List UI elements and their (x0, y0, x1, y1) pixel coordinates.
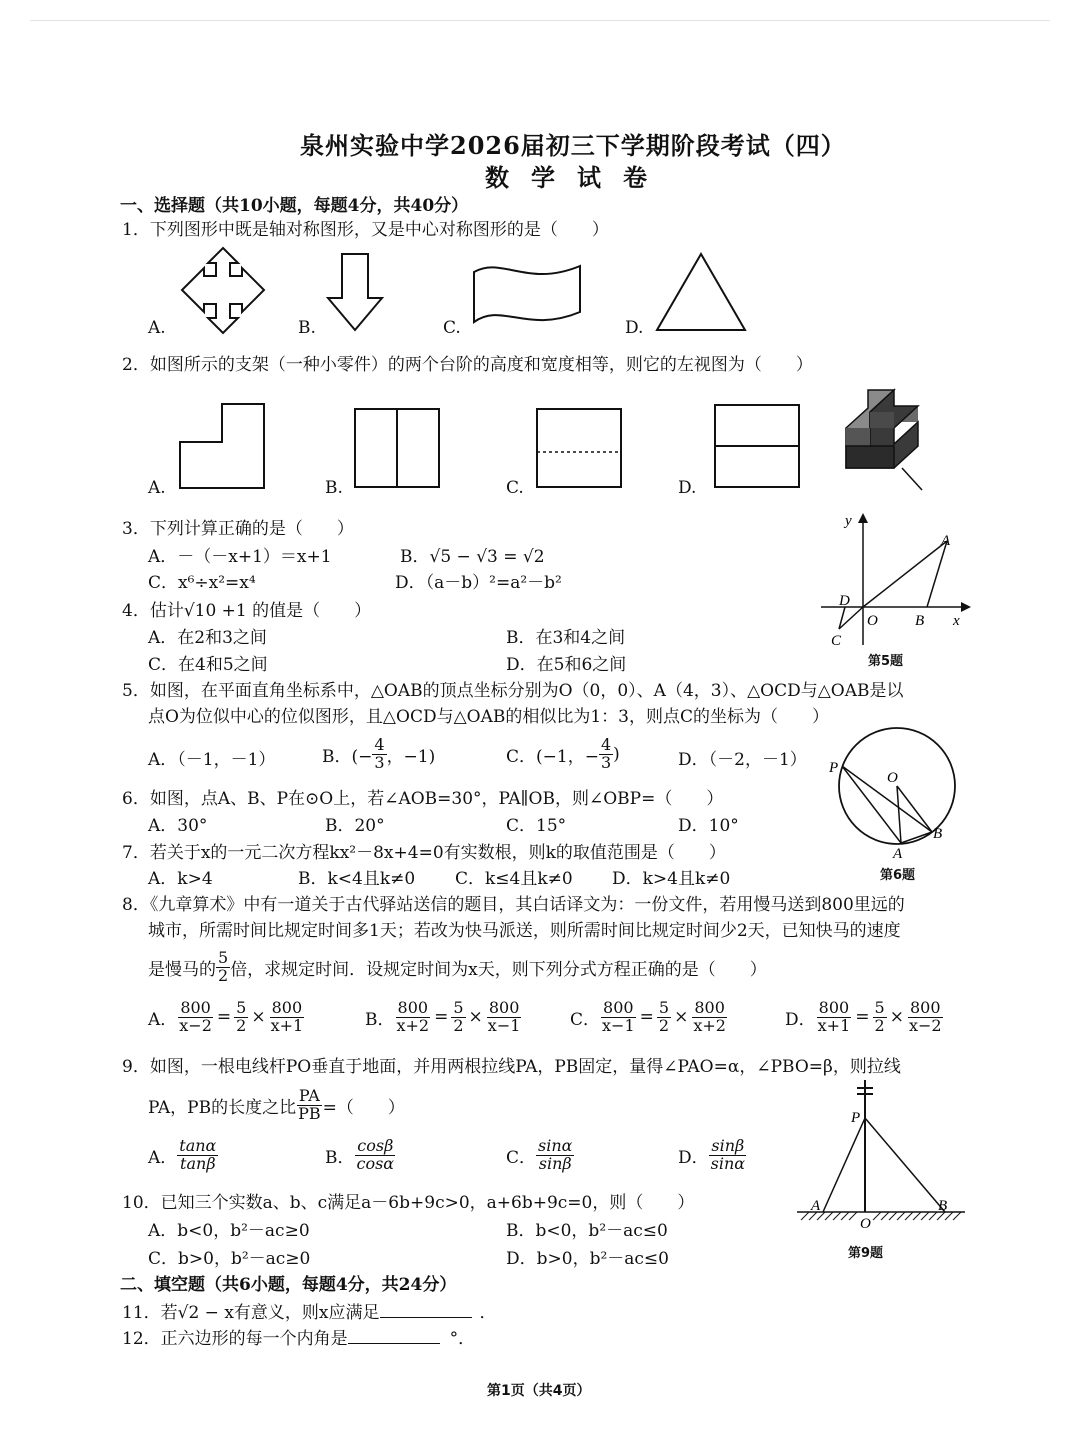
q12-answer-blank[interactable] (348, 1329, 440, 1344)
q9-figure-caption: 第9题 (848, 1246, 884, 1261)
q7-stem: 7．若关于x的一元二次方程kx²－8x+4=0有实数根，则k的取值范围是（ ） (122, 843, 726, 863)
q5-stem-line1: 5．如图，在平面直角坐标系中，△OAB的顶点坐标分别为O（0，0）、A（4，3）、△OCD与△OAB是以 (122, 681, 904, 701)
q11: 11．若√2 − x有意义，则x应满足 ． (122, 1303, 497, 1323)
q9-option-d: D． $\frac{\sin\beta}{\sin\alpha}$ (678, 1136, 746, 1173)
q2-option-a-label: A. (148, 478, 166, 498)
q3-option-a: A．－（－x+1）＝x+1 (148, 547, 332, 567)
q8-stem-line1: 8．《九章算术》中有一道关于古代驿站送信的题目，其白话译文为：一份文件，若用慢马送到800里远的 (122, 895, 905, 915)
q8-option-c: C． $\frac{800}{x-1}$ = $\frac{5}{2}$ × $\frac{800}{x+2}$ (570, 998, 726, 1035)
q2-figure-bracket-3d (840, 388, 940, 492)
q6-figure-circle (825, 722, 965, 862)
q4-option-a: A．在2和3之间 (148, 628, 267, 648)
q6-option-b: B．20° (325, 816, 385, 836)
q1-stem: 1．下列图形中既是轴对称图形，又是中心对称图形的是（ ） (122, 220, 609, 240)
q5-label-d: D (839, 593, 850, 609)
q5-option-a: A．（－1，－1） (148, 750, 276, 770)
q2-figure-c-dashed-split (536, 408, 622, 488)
q1-figure-d-triangle (655, 252, 747, 332)
q1-option-d-label: D. (625, 318, 644, 338)
q5-label-y: y (845, 513, 852, 529)
q5-option-c: C．(−1，− $\frac{4}{3}$ ) (506, 735, 620, 772)
exam-subtitle: 数学试卷 (485, 163, 669, 192)
q6-figure-caption: 第6题 (880, 868, 916, 883)
q5-option-d: D．（－2，－1） (678, 750, 807, 770)
q6-stem: 6．如图，点A、B、P在⊙O上，若∠AOB=30°，PA∥OB，则∠OBP=（ ） (122, 789, 724, 809)
q8-option-d: D． $\frac{800}{x+1}$ = $\frac{5}{2}$ × $\frac{800}{x-2}$ (785, 998, 942, 1035)
q6-label-a: A (893, 846, 903, 862)
q7-option-d: D．k>4且k≠0 (612, 869, 731, 889)
q1-figure-a-four-arrows (178, 248, 268, 334)
q1-figure-b-down-arrow (326, 252, 384, 332)
q6-label-p: P (829, 760, 839, 776)
q10-option-b: B．b<0，b²－ac≤0 (506, 1221, 668, 1241)
section-heading-fill: 二、填空题（共6小题，每题4分，共24分） (120, 1275, 457, 1295)
q9-figure-pole (795, 1078, 970, 1232)
q5-option-b: B．(− $\frac{4}{3}$ ，−1) (322, 735, 436, 772)
q5-label-a: A (941, 533, 951, 549)
q3-option-b: B．√5 − √3 = √2 (400, 547, 545, 567)
q5-stem-line2: 点O为位似中心的位似图形，且△OCD与△OAB的相似比为1：3，则点C的坐标为（ ） (148, 707, 830, 727)
q5-label-b: B (915, 613, 925, 629)
q6-label-o: O (887, 770, 898, 786)
q10-option-c: C．b>0，b²－ac≥0 (148, 1249, 311, 1269)
q10-stem: 10．已知三个实数a、b、c满足a－6b+9c>0，a+6b+9c=0，则（ ） (122, 1193, 695, 1213)
q2-option-c-label: C. (506, 478, 524, 498)
q6-option-a: A．30° (148, 816, 208, 836)
q6-option-c: C．15° (506, 816, 567, 836)
q7-option-c: C．k≤4且k≠0 (455, 869, 573, 889)
q5-figure-caption: 第5题 (868, 654, 904, 669)
q7-option-a: A．k>4 (148, 869, 213, 889)
q3-option-d: D．（a－b）²=a²－b² (395, 573, 562, 593)
q10-option-a: A．b<0，b²－ac≥0 (148, 1221, 310, 1241)
q8-stem-line2: 城市，所需时间比规定时间多1天；若改为快马派送，则所需时间比规定时间少2天，已知快马的速度 (148, 921, 901, 941)
q1-option-b-label: B. (298, 318, 316, 338)
q1-option-a-label: A. (148, 318, 166, 338)
q5-label-x: x (953, 613, 960, 629)
q4-stem: 4．估计√10 +1 的值是（ ） (122, 601, 372, 621)
q9-option-c: C． $\frac{\sin\alpha}{\sin\beta}$ (506, 1136, 573, 1173)
q9-stem-line2: PA，PB的长度之比 $\frac{PA}{PB}$ =（ ） (148, 1086, 405, 1123)
q9-stem-line1: 9．如图，一根电线杆PO垂直于地面，并用两根拉线PA，PB固定，量得∠PAO=α，∠PBO=β，则拉线 (122, 1057, 901, 1077)
q7-option-b: B．k<4且k≠0 (298, 869, 416, 889)
exam-title: 泉州实验中学2026届初三下学期阶段考试（四） (300, 131, 846, 160)
q11-answer-blank[interactable] (380, 1303, 472, 1318)
q9-label-o: O (860, 1216, 871, 1232)
q4-option-c: C．在4和5之间 (148, 655, 268, 675)
q9-label-a: A (811, 1198, 821, 1214)
q12: 12．正六边形的每一个内角是 °． (122, 1329, 476, 1349)
q2-figure-b-split-vertical (354, 408, 440, 488)
q9-label-b: B (938, 1198, 948, 1214)
q8-option-b: B． $\frac{800}{x+2}$ = $\frac{5}{2}$ × $\frac{800}{x-1}$ (365, 998, 521, 1035)
q3-option-c: C．x⁶÷x²=x⁴ (148, 573, 256, 593)
q6-label-b: B (933, 826, 943, 842)
q8-option-a: A． $\frac{800}{x-2}$ = $\frac{5}{2}$ × $\frac{800}{x+1}$ (148, 998, 304, 1035)
q2-option-d-label: D. (678, 478, 697, 498)
q4-option-b: B．在3和4之间 (506, 628, 626, 648)
q2-option-b-label: B. (325, 478, 343, 498)
q2-figure-d-solid-split (714, 404, 800, 488)
q3-stem: 3．下列计算正确的是（ ） (122, 519, 354, 539)
q9-option-a: A． $\frac{\tan\alpha}{\tan\beta}$ (148, 1136, 217, 1173)
page-footer: 第1页（共4页） (487, 1383, 591, 1399)
q2-figure-a-l-shape (178, 402, 266, 490)
q9-option-b: B． $\frac{\cos\beta}{\cos\alpha}$ (325, 1136, 395, 1173)
q1-figure-c-wave-flag (472, 262, 582, 328)
section-heading-choice: 一、选择题（共10小题，每题4分，共40分） (120, 196, 469, 216)
q2-stem: 2．如图所示的支架（一种小零件）的两个台阶的高度和宽度相等，则它的左视图为（ ） (122, 355, 813, 375)
q1-option-c-label: C. (443, 318, 461, 338)
q8-stem-line3: 是慢马的 $\frac{5}{2}$ 倍，求规定时间．设规定时间为x天，则下列分式方程正确的是（ ） (148, 948, 767, 985)
q6-option-d: D．10° (678, 816, 739, 836)
top-divider (30, 20, 1050, 21)
q5-figure-coordinate (815, 505, 985, 655)
q5-label-c: C (831, 633, 842, 649)
q9-label-p: P (851, 1110, 861, 1126)
q10-option-d: D．b>0，b²－ac≤0 (506, 1249, 669, 1269)
q5-label-o: O (867, 613, 878, 629)
q4-option-d: D．在5和6之间 (506, 655, 627, 675)
